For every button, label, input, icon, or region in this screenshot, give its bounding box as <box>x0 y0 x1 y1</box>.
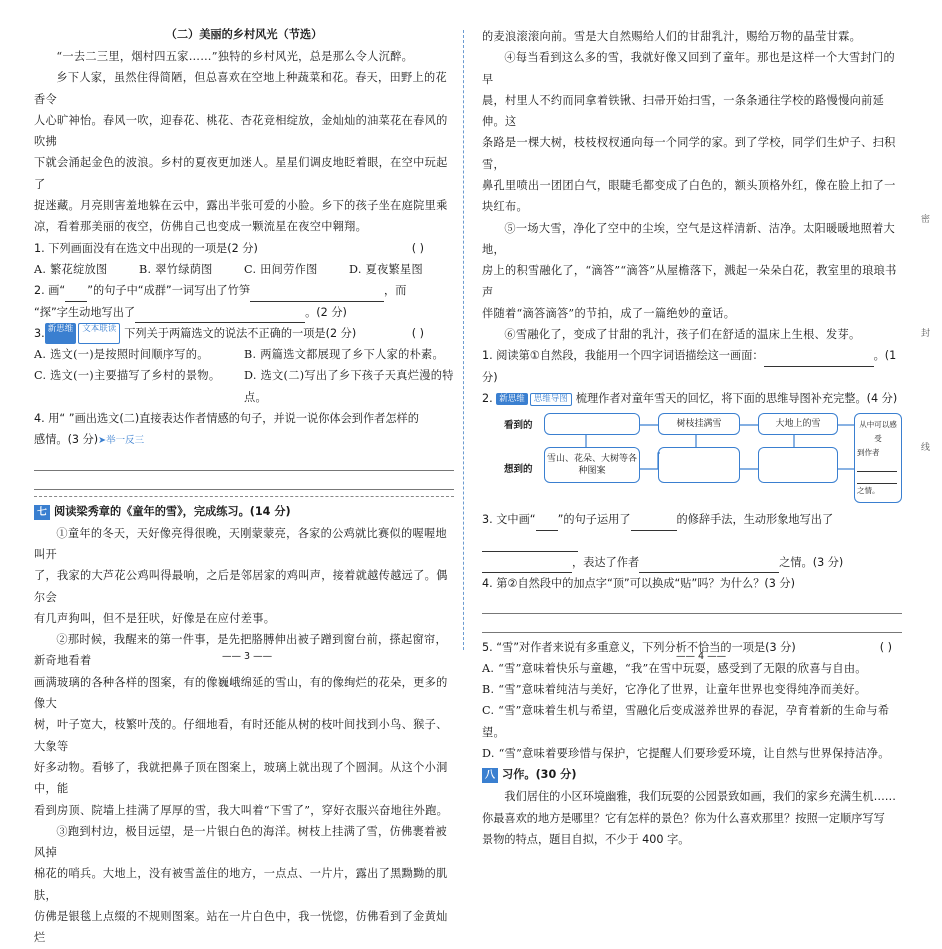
essay-prompt <box>482 786 902 850</box>
option-d[interactable]: D. 夏夜繁星图 <box>349 262 424 276</box>
section-number: 七 <box>34 505 50 520</box>
question-text: 1. 下列画面没有在选文中出现的一项是(2 分) <box>34 241 258 255</box>
side-mark-line: 线 <box>920 443 930 453</box>
section-7-header <box>34 501 454 523</box>
story-line: ①童年的冬天，天好像亮得很晚，天刚蒙蒙亮，各家的公鸡就比赛似的喔喔地叫开 <box>34 526 447 561</box>
question-text: 5. “雪”对作者来说有多重意义，下列分析不恰当的一项是(3 分) <box>482 640 796 654</box>
question-text: 梳理作者对童年雪天的回忆，将下面的思维导图补充完整。(4 分) <box>575 392 898 406</box>
question-text: 2. 画“ <box>34 284 66 298</box>
tag-mind-map: 思维导图 <box>530 393 572 406</box>
option-a[interactable]: A. “雪”意味着快乐与童趣，“我”在雪中玩耍，感受到了无限的欣喜与自由。 <box>482 661 867 675</box>
answer-paren[interactable]: ( ) <box>879 640 892 654</box>
option-b[interactable]: B. “雪”意味着纯洁与美好，它净化了世界，让童年世界也变得纯净而美好。 <box>482 683 867 697</box>
story-line: 仿佛是银毯上点缀的不规则图案。站在一片白色中，我一恍惚，仿佛看到了金黄灿烂 <box>34 909 448 945</box>
question-text: 的修辞手法，生动形象地写出了 <box>676 513 834 527</box>
question-text: 4. 第②自然段中的加点字“顶”可以换成“贴”吗？为什么？(3 分) <box>482 577 795 591</box>
story-line: 棉花的哨兵。大地上，没有被雪盖住的地方，一点点、一片片，露出了黑黝黝的肌肤， <box>34 867 448 902</box>
option-b[interactable]: B. 两篇选文都展现了乡下人家的朴素。 <box>244 348 445 362</box>
question-text: 下列关于两篇选文的说法不正确的一项是(2 分) <box>124 326 357 340</box>
question-text: ，表达了作者 <box>572 555 640 569</box>
left-page <box>0 0 470 945</box>
mind-map <box>482 411 902 507</box>
question-text: 。(1 分) <box>482 349 897 384</box>
passage-line: 捉迷藏。月亮則害羞地躲在云中，露出半张可爱的小脸。乡下的孩子坐在庭院里乘 <box>34 199 448 213</box>
section-divider <box>34 496 454 497</box>
passage-line: 凉，看着那美丽的夜空，仿佛自己也变成一颗流星在夜空中翱翔。 <box>34 220 368 234</box>
story-line: 鼻孔里喷出一团团白气，眼睫毛都变成了白色的，额头顶格外红，像在脸上扣了一块红布。 <box>482 179 896 214</box>
question-text: ，而 <box>384 284 407 298</box>
answer-line[interactable] <box>482 614 902 633</box>
answer-line[interactable] <box>34 471 454 490</box>
passage-line: 人心旷神怡。春风一吹，迎春花、桃花、杏花竞相绽放，金灿灿的油菜花在春风的吹拂 <box>34 113 448 149</box>
essay-line: 我们居住的小区环境幽雅，我们玩耍的公园景致如画，我们的家乡充满生机…… <box>504 790 896 804</box>
section-8-header <box>482 764 902 786</box>
side-mark-sealed: 密 <box>920 215 930 225</box>
option-b[interactable]: B. 翠竹绿荫图 <box>139 262 213 276</box>
passage-line: 乡下人家，虽然住得简陋，但总喜欢在空地上种蔬菜和花。春天，田野上的花香令 <box>34 71 447 106</box>
question-r3 <box>482 509 902 573</box>
question-text: ”的句子运用了 <box>557 513 631 527</box>
option-a[interactable]: A. 繁花绽放图 <box>34 262 108 276</box>
story-line: ⑤一场大雪，净化了空中的尘埃，空气是这样清新、洁净。太阳暖暖地照着大地， <box>482 221 895 256</box>
option-c[interactable]: C. “雪”意味着生机与希望，雪融化后变成滋养世界的春泥，孕育着新的生命与希望。 <box>482 704 890 739</box>
passage-line: “一去二三里，烟村四五家……”独特的乡村风光，总是那么令人沉醉。 <box>56 50 414 63</box>
story-line: 房上的积雪融化了，“滴答”“滴答”从屋檐落下，溅起一朵朵白花，教室里的琅琅书声 <box>482 264 897 299</box>
story-line: ③跑到村边，极目远望，是一片银白色的海洋。树枝上挂满了雪，仿佛裹着被风掉 <box>34 824 447 860</box>
question-r2: 2. 新思维 思维导图 梳理作者对童年雪天的回忆，将下面的思维导图补充完整。(4 分) <box>482 392 898 406</box>
answer-blank[interactable] <box>857 472 897 484</box>
passage-line: 下就会涌起金色的波浪。乡村的夏夜更加迷人。星星们调皮地眨着眼，在空中玩起了 <box>34 156 448 191</box>
story-line: ④每当看到这么多的雪，我就好像又回到了童年。那也是这样一个大雪封门的早 <box>482 51 895 86</box>
story-line: 画满玻璃的各种各样的图案，有的像巍峨绵延的雪山，有的像绚烂的花朵，更多的像大 <box>34 675 448 711</box>
mind-box-blank-1[interactable] <box>544 413 640 435</box>
story-line: ⑥雪融化了，变成了甘甜的乳汁，孩子们在舒适的温床上生根、发芽。 <box>504 328 861 342</box>
question-text: 3. 文中画“ <box>482 513 536 527</box>
mind-box-blank-2[interactable] <box>658 447 740 483</box>
answer-line[interactable] <box>34 452 454 471</box>
story-continued <box>482 26 902 345</box>
question-2 <box>34 280 454 323</box>
hint-link[interactable]: ➤举一反三 <box>98 435 145 447</box>
question-text: 之情。(3 分) <box>779 555 844 569</box>
option-a[interactable]: A. 选文(一)是按照时间顺序写的。 <box>34 348 209 362</box>
summary-text: 到作者 <box>857 448 880 458</box>
essay-line: 你最喜欢的地方是哪里？它有怎样的景色？你为什么喜欢那里？按照一定顺序写写 <box>482 811 885 825</box>
side-mark-seal: 封 <box>920 329 930 339</box>
tag-text-link: 文本联读 <box>78 323 120 344</box>
story-line: 树，叶子宽大，枝繁叶茂的。仔细地看，有时还能从树的枝叶间找到小鸟、猴子、大象等 <box>34 718 448 753</box>
story-line: ②那时候，我醒来的第一件事，是先把胳膊伸出被子蹭到窗台前，搽起窗帘，新奇地看着 <box>34 633 447 668</box>
question-text: 。(2 分) <box>305 305 347 319</box>
question-3: 3. 新思维 文本联读 下列关于两篇选文的说法不正确的一项是(2 分) ( ) A. 选文(一)是按照时间顺序写的。 B. 两篇选文都展现了乡下人家的朴素。 C. 选文(一)主要描写了乡村的景物。 D. 选文(二)写出了乡下孩子天真烂漫的特点。 <box>34 323 454 408</box>
mind-box-trees: 树枝挂满雪 <box>658 413 740 435</box>
row-label-seen: 看到的 <box>504 420 533 432</box>
story-line: 好多动物。看够了，我就把鼻子顶在图案上，玻璃上就出现了个圆洞。从这个小洞中，能 <box>34 760 448 796</box>
option-c[interactable]: C. 选文(一)主要描写了乡村的景物。 <box>34 369 221 383</box>
answer-paren[interactable]: ( ) <box>411 241 424 255</box>
question-text: 感情。(3 分) <box>34 433 99 447</box>
answer-blank[interactable] <box>857 460 897 472</box>
answer-paren[interactable]: ( ) <box>411 326 424 340</box>
answer-blank[interactable] <box>631 530 677 531</box>
mind-box-summary[interactable] <box>854 413 902 503</box>
option-d[interactable]: D. 选文(二)写出了乡下孩子天真烂漫的特点。 <box>244 369 454 404</box>
question-r4 <box>482 573 902 632</box>
right-page <box>470 0 942 846</box>
story-line: 伴随着“滴答滴答”的节拍，成了一篇绝妙的童话。 <box>482 306 736 320</box>
story-line: 有几声狗叫，但不是狂吠，好像是在应付差事。 <box>34 611 276 625</box>
answer-blank[interactable] <box>764 366 874 367</box>
question-text: “探”字生动地写出了 <box>34 305 136 319</box>
question-4 <box>34 408 454 490</box>
summary-text: 从中可以感受 <box>859 420 897 444</box>
section-number: 八 <box>482 768 498 783</box>
tag-new-thinking: 新思维 <box>45 323 77 344</box>
answer-line[interactable] <box>482 595 902 614</box>
summary-text: 之情。 <box>857 486 880 496</box>
page-number-right: —— 4 —— <box>676 651 727 662</box>
passage-body <box>34 46 454 238</box>
story-line: 看到房顶、院墙上挂满了厚厚的雪，我大叫着“下雪了”，穿好衣服兴奋地往外跑。 <box>34 803 449 817</box>
mind-box-blank-3[interactable] <box>758 447 838 483</box>
question-text: 4. 用“ ”画出选文(二)直接表达作者情感的句子，并说一说你体会到作者怎样的 <box>34 412 419 426</box>
question-text: 1. 阅读第①自然段，我能用一个四字词语描绘这一画面： <box>482 349 764 363</box>
story-line: 了，我家的大芦花公鸡叫得最响，之后是邻居家的鸡叫声，接着就越传越远了。偶尔会 <box>34 569 448 604</box>
question-1 <box>34 238 454 281</box>
question-r1 <box>482 345 902 388</box>
option-d[interactable]: D. “雪”意味着要珍惜与保护，它提醒人们要珍爱环境，让自然与世界保持洁净。 <box>482 747 890 761</box>
tag-new-thinking: 新思维 <box>496 393 528 405</box>
story-body <box>34 523 454 949</box>
section-title: 习作。(30 分) <box>502 768 577 782</box>
story-line: 的麦浪滚滚向前。雪是大自然赐给人们的甘甜乳汁，赐给万物的晶莹甘霖。 <box>482 30 862 43</box>
story-line: 条路是一棵大树，枝枝杈杈通向每一个同学的家。到了学校，同学们生炉子、扫积雪， <box>482 136 896 171</box>
option-c[interactable]: C. 田间劳作图 <box>244 262 318 276</box>
mind-box-mountains: 雪山、花朵、大树等各种图案 <box>544 447 640 483</box>
question-text: ”的句子中“成群”一词写出了竹笋 <box>87 284 251 298</box>
mind-box-ground: 大地上的雪 <box>758 413 838 435</box>
passage-title: （二）美丽的乡村风光（节选） <box>165 28 323 41</box>
section-title: 阅读梁秀章的《童年的雪》，完成练习。(14 分) <box>54 504 291 518</box>
underline-mark <box>536 530 558 531</box>
page-number-left: —— 3 —— <box>222 651 273 662</box>
story-line: 晨，村里人不约而同拿着铁锹、扫帚开始扫雪，一条条通往学校的路慢慢向前延伸。这 <box>482 93 885 129</box>
row-label-thought: 想到的 <box>504 464 533 476</box>
essay-line: 景物的特点，题目自拟，不少于 400 字。 <box>482 832 690 846</box>
